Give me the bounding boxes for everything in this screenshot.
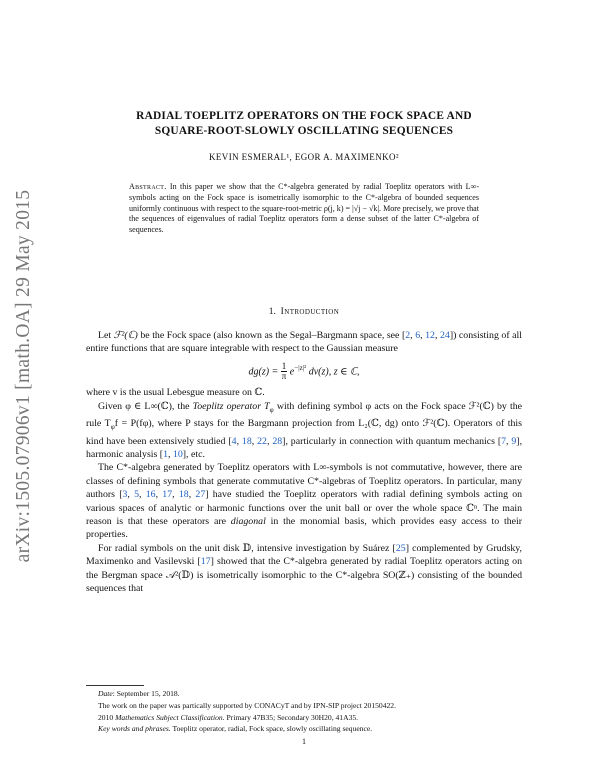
citation-link[interactable]: 28 <box>272 435 283 447</box>
text: Given φ ∈ L∞(ℂ), the <box>98 400 193 412</box>
eq-exponent: −|z|² <box>294 363 307 372</box>
citation-link[interactable]: 18 <box>178 489 189 501</box>
paper-authors: KEVIN ESMERAL¹, EGOR A. MAXIMENKO² <box>209 152 399 162</box>
math-sub: φ <box>110 423 115 432</box>
text: be the Fock space (also known as the Segal–Bargmann space, see [ <box>137 330 406 341</box>
footnote-year: 2010 <box>98 712 116 722</box>
eq-numerator: 1 <box>281 361 287 372</box>
text: ] have studied the Toeplitz operators with radial defining symbols acting on various spaces of analytic or harmonic functions over the unit ball or over the whole space ℂⁿ. The main reason is that these operators are <box>86 489 523 527</box>
paper-title <box>86 109 522 138</box>
gaussian-measure-equation <box>86 361 522 382</box>
text: The C*-algebra generated by Toeplitz operators with L∞-symbols is not commutative, however, there are classes of defining symbols that generate commutative C*-algebras of Toeplitz operators. In particular, many authors [ <box>86 462 522 501</box>
eq-lhs: dg(z) = <box>248 366 281 378</box>
footnote-rule <box>86 685 144 686</box>
citation-link[interactable]: 5 <box>134 489 140 501</box>
paragraph-1 <box>86 329 522 356</box>
text: ], harmonic analysis [ <box>86 435 523 460</box>
text: in the monomial basis, which provides easy access to their properties. <box>86 515 523 541</box>
text: Let <box>98 330 114 341</box>
math-sub: φ <box>269 405 274 414</box>
citation-link[interactable]: 12 <box>425 330 435 341</box>
footnote-label: Date <box>98 689 113 698</box>
emphasis: diagonal <box>230 515 266 527</box>
text: ], particularly in connection with quantum mechanics [ <box>282 435 502 447</box>
emphasis: Toeplitz operator <box>192 400 262 412</box>
citation-link[interactable]: 10 <box>172 448 183 460</box>
text: , <box>127 489 135 501</box>
citation-link[interactable]: 25 <box>395 542 406 554</box>
citation-link[interactable]: 24 <box>439 330 450 341</box>
text: , <box>434 330 440 341</box>
paragraph-3 <box>86 400 522 462</box>
text: , <box>168 448 173 460</box>
abstract-label: Abstract. <box>129 182 167 191</box>
citation-link[interactable]: 3 <box>122 489 128 501</box>
footnote-keywords <box>86 723 522 735</box>
title-line-1: RADIAL TOEPLITZ OPERATORS ON THE FOCK SPACE AND <box>136 110 472 122</box>
footnote-msc <box>86 712 522 724</box>
footnote-label: Key words and phrases. <box>98 724 171 734</box>
math-fock-space: ℱ²(ℂ) <box>113 330 138 341</box>
citation-link[interactable]: 16 <box>145 489 156 501</box>
citation-link[interactable]: 6 <box>415 330 421 341</box>
paragraph-5 <box>86 542 522 596</box>
text: f = P(fφ), where P stays for the Bargmann projection from L₂(ℂ, dg) onto ℱ²(ℂ). Operators of this kind have been extensively studied [ <box>86 418 522 447</box>
eq-tail: dv(z), z ∈ ℂ, <box>306 366 360 378</box>
title-line-2: SQUARE-ROOT-SLOWLY OSCILLATING SEQUENCES <box>154 124 454 137</box>
eq-denominator: π <box>281 371 287 382</box>
section-number: 1. <box>268 307 276 317</box>
page-number: 1 <box>302 737 306 746</box>
footnote-label: Mathematics Subject Classification. <box>115 712 225 722</box>
text: ] complemented by Grudsky, Maximenko and Vasilevski [ <box>86 542 522 568</box>
citation-link[interactable]: 18 <box>241 435 252 447</box>
text: , <box>172 489 179 501</box>
citation-link[interactable]: 2 <box>405 330 411 341</box>
text: , <box>251 435 258 447</box>
citation-link[interactable]: 9 <box>511 435 517 447</box>
citation-link[interactable]: 17 <box>200 556 211 568</box>
text: ] showed that the C*-algebra generated by radial Toeplitz operators acting on the Bergman space 𝒜²(𝔻) is isometrically isomorphic to the C*-algebra SO(ℤ₊) consisting of the bounded sequences that <box>86 556 523 594</box>
text: , <box>266 435 273 447</box>
arxiv-sidebar <box>4 176 44 576</box>
text: , <box>420 330 426 341</box>
footnote-support: The work on the paper was partically supported by CONACyT and by IPN-SIP project 20150422. <box>98 700 397 710</box>
footnote-date <box>86 688 522 700</box>
citation-link[interactable]: 27 <box>195 489 206 501</box>
citation-link[interactable]: 4 <box>231 435 237 447</box>
text: , <box>506 435 512 447</box>
citation-link[interactable]: 1 <box>163 448 169 460</box>
eq-exp-base: e <box>287 366 295 378</box>
footnote-value: : September 15, 2018. <box>112 689 180 698</box>
text: , <box>155 489 163 501</box>
text: , <box>139 489 146 501</box>
section-heading <box>86 307 522 317</box>
text: , <box>236 435 242 447</box>
text: , <box>410 330 416 341</box>
text: For radial symbols on the unit disk 𝔻, intensive investigation by Suárez [ <box>98 542 396 554</box>
math: T <box>261 400 270 412</box>
footnotes <box>86 688 522 735</box>
text: , <box>188 489 196 501</box>
paragraph-4 <box>86 461 522 541</box>
text: ]) consisting of all entire functions that are square integrable with respect to the Gaussian measure <box>86 330 523 355</box>
citation-link[interactable]: 22 <box>257 435 267 447</box>
citation-link[interactable]: 7 <box>501 435 507 447</box>
abstract <box>129 182 479 236</box>
arxiv-identifier[interactable]: arXiv:1505.07906v1 [math.OA] 29 May 2015 <box>13 189 34 563</box>
section-title: Introduction <box>280 307 340 317</box>
footnote-value: Toeplitz operator, radial, Fock space, slowly oscillating sequence. <box>170 724 373 734</box>
paragraph-2: where v is the usual Lebesgue measure on ℂ. <box>86 387 265 399</box>
citation-link[interactable]: 17 <box>162 489 173 501</box>
section-body <box>86 329 522 595</box>
text: ], etc. <box>182 448 205 460</box>
abstract-text: In this paper we show that the C*-algebra generated by radial Toeplitz operators with L∞-symbols acting on the Fock space is isometrically isomorphic to the C*-algebra of bounded sequences uniformly continuous with respect to the square-root-metric ρ(j, k) = |√j − √k|. More precisely, we prove that the sequences of eigenvalues of radial Toeplitz operators form a dense subset of the latter C*-algebra of sequences. <box>129 182 479 235</box>
text: with defining symbol φ acts on the Fock space ℱ²(ℂ) by the rule T <box>86 400 523 430</box>
footnote-value: Primary 47B35; Secondary 30H20, 41A35. <box>224 712 359 722</box>
